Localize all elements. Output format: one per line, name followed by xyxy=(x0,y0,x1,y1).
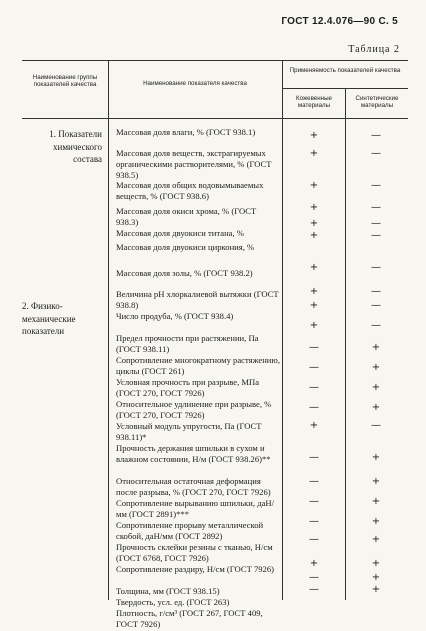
synthetic-mark-12: + xyxy=(371,362,381,373)
synthetic-mark-10: — xyxy=(371,320,381,331)
indicator-row-18: Сопротивление прорыву металлической скобой, даН/мм (ГОСТ 2892) xyxy=(116,520,264,541)
synthetic-mark-9: — xyxy=(371,300,381,311)
indicator-row-12: Условная прочность при разрыве, МПа (ГОСТ 270, ГОСТ 7926) xyxy=(116,377,260,398)
leather-mark-10: + xyxy=(309,320,319,331)
leather-mark-1: + xyxy=(309,130,319,141)
indicator-row-17: Сопротивление вырыванию шпильки, даН/мм (ГОСТ 2891)*** xyxy=(116,498,274,519)
leather-mark-6: + xyxy=(309,230,319,241)
synthetic-mark-21: + xyxy=(371,558,381,569)
indicator-row-5: Массовая доля двуокиси титана, % xyxy=(116,228,244,238)
leather-mark-20: — xyxy=(309,534,319,545)
document-code: ГОСТ 12.4.076—90 С. 5 xyxy=(281,16,398,27)
leather-mark-18: — xyxy=(309,496,319,507)
leather-mark-17: — xyxy=(309,476,319,487)
indicator-row-9: Число продуба, % (ГОСТ 938.4) xyxy=(116,311,234,321)
indicator-row-14: Условный модуль упругости, Па (ГОСТ 938.11)* xyxy=(116,421,262,442)
leather-mark-16: — xyxy=(309,452,319,463)
leather-mark-22: — xyxy=(309,572,319,583)
indicator-row-6: Массовая доля двуокиси циркония, % xyxy=(116,242,255,252)
indicator-row-1: Массовая доля влаги, % (ГОСТ 938.1) xyxy=(116,127,256,137)
synthetic-mark-2: — xyxy=(371,148,381,159)
leather-mark-13: — xyxy=(309,382,319,393)
col-header-group: Наименование группы показателей качества xyxy=(32,74,98,89)
col-divider-2 xyxy=(282,60,283,600)
synthetic-mark-3: — xyxy=(371,180,381,191)
leather-mark-23: — xyxy=(309,584,319,595)
col-header-synthetic: Синтетические материалы xyxy=(355,95,399,110)
indicator-row-23: Плотность, г/см³ (ГОСТ 267, ГОСТ 409, ГОСТ 7926) xyxy=(116,608,263,629)
indicator-row-16: Относительная остаточная деформация после разрыва, % (ГОСТ 270, ГОСТ 7926) xyxy=(116,476,271,497)
synthetic-mark-17: + xyxy=(371,476,381,487)
synthetic-mark-16: + xyxy=(371,452,381,463)
leather-mark-9: + xyxy=(309,300,319,311)
synthetic-mark-1: — xyxy=(371,130,381,141)
synthetic-mark-7: — xyxy=(371,262,381,273)
leather-mark-11: — xyxy=(309,342,319,353)
synthetic-mark-6: — xyxy=(371,230,381,241)
synthetic-mark-14: + xyxy=(371,402,381,413)
indicator-row-22: Твердость, усл. ед. (ГОСТ 263) xyxy=(116,597,230,607)
indicator-row-10: Предел прочности при растяжении, Па (ГОСТ 938.11) xyxy=(116,333,259,354)
indicator-row-20: Сопротивление раздиру, Н/см (ГОСТ 7926) xyxy=(116,564,275,574)
col-header-applicability: Применяемость показателей качества xyxy=(289,67,401,74)
indicator-row-19: Прочность склейки резины с тканью, Н/см (ГОСТ 6768, ГОСТ 7926) xyxy=(116,542,273,563)
indicator-row-11: Сопротивление многократному растяжению, циклы (ГОСТ 261) xyxy=(116,355,280,376)
leather-mark-14: — xyxy=(309,402,319,413)
leather-mark-12: — xyxy=(309,362,319,373)
indicator-row-13: Относительное удлинение при разрыве, % (ГОСТ 270, ГОСТ 7926) xyxy=(116,399,272,420)
leather-mark-19: — xyxy=(309,516,319,527)
indicator-row-21: Толщина, мм (ГОСТ 938.15) xyxy=(116,586,220,596)
indicator-row-15: Прочность держания шпильки в сухом и влажном состоянии, Н/м (ГОСТ 938.26)** xyxy=(116,443,271,464)
table-label: Таблица 2 xyxy=(348,44,400,55)
group-chemical-composition: 1. Показатели химического состава xyxy=(49,129,102,164)
leather-mark-15: + xyxy=(309,420,319,431)
header-bottom-rule xyxy=(22,118,408,119)
synthetic-mark-19: + xyxy=(371,516,381,527)
synthetic-mark-5: — xyxy=(371,218,381,229)
leather-mark-8: + xyxy=(309,286,319,297)
indicator-row-8: Величина pH хлоркалиевой вытяжки (ГОСТ 938.8) xyxy=(116,289,279,310)
leather-mark-7: + xyxy=(309,262,319,273)
leather-mark-5: + xyxy=(309,218,319,229)
synthetic-mark-15: — xyxy=(371,420,381,431)
group-physico-mechanical: 2. Физико-механические показатели xyxy=(22,301,76,336)
indicator-row-3: Массовая доля общих водовымываемых веществ, % (ГОСТ 938.6) xyxy=(116,180,264,201)
synthetic-mark-4: — xyxy=(371,202,381,213)
leather-mark-4: + xyxy=(309,202,319,213)
synthetic-mark-22: + xyxy=(371,572,381,583)
col-header-leather: Кожевенные материалы xyxy=(296,95,332,110)
leather-mark-3: + xyxy=(309,180,319,191)
synthetic-mark-13: + xyxy=(371,382,381,393)
synthetic-mark-18: + xyxy=(371,496,381,507)
col-divider-3 xyxy=(345,88,346,600)
col-divider-1 xyxy=(108,60,109,600)
table-top-rule xyxy=(22,60,408,61)
indicator-row-7: Массовая доля золы, % (ГОСТ 938.2) xyxy=(116,268,253,278)
indicator-row-2: Массовая доля веществ, экстрагируемых органическими растворителями, % (ГОСТ 938.5) xyxy=(116,148,272,180)
synthetic-mark-8: — xyxy=(371,286,381,297)
leather-mark-2: + xyxy=(309,148,319,159)
synthetic-mark-11: + xyxy=(371,342,381,353)
leather-mark-21: + xyxy=(309,558,319,569)
synthetic-mark-20: + xyxy=(371,534,381,545)
indicator-row-4: Массовая доля окиси хрома, % (ГОСТ 938.3) xyxy=(116,206,257,227)
synthetic-mark-23: + xyxy=(371,584,381,595)
col-header-indicator: Наименование показателя качества xyxy=(143,80,247,87)
